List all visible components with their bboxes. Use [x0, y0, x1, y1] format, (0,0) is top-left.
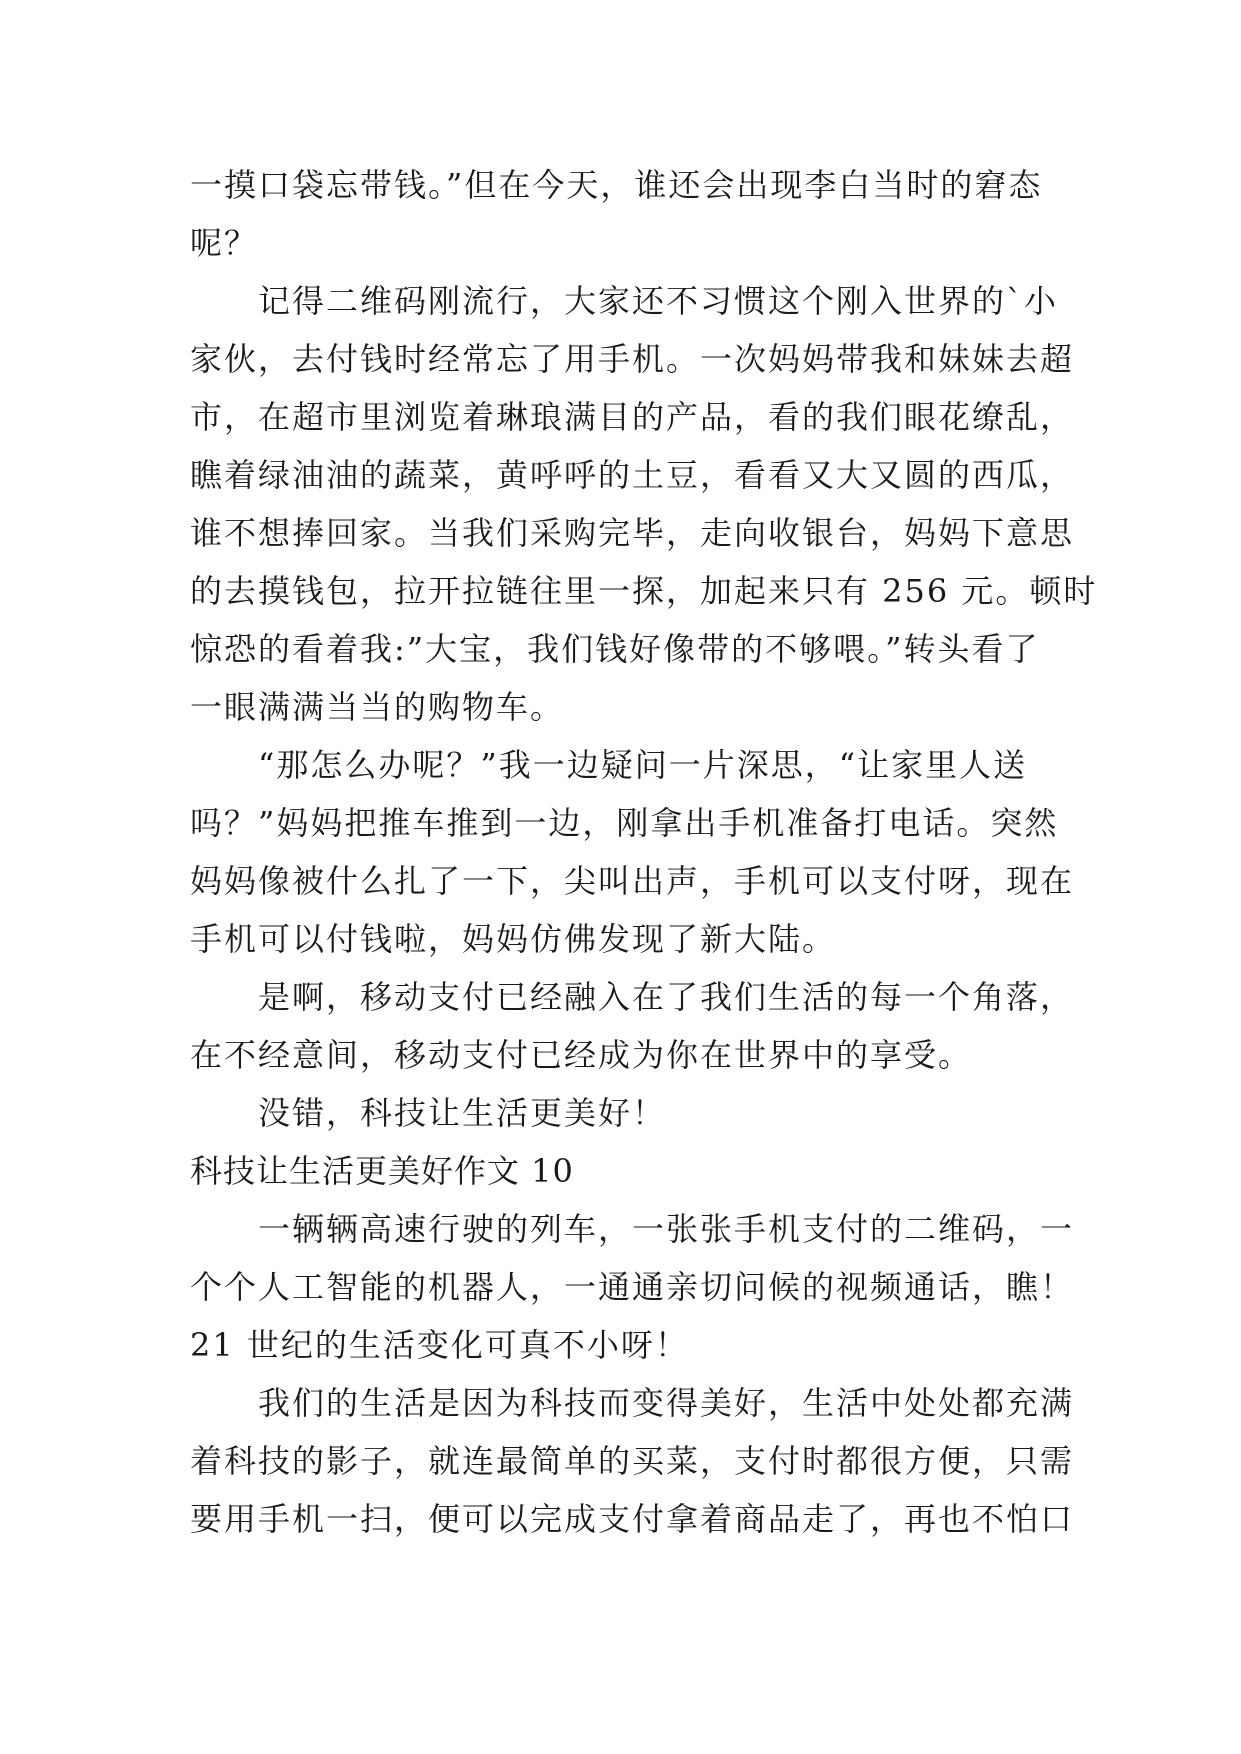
- text-line: 要用手机一扫，便可以完成支付拿着商品走了，再也不怕口: [190, 1500, 1075, 1538]
- text-line: 吗？”妈妈把推车推到一边，刚拿出手机准备打电话。突然: [190, 804, 1059, 842]
- text-line: 一辆辆高速行驶的列车，一张张手机支付的二维码，一: [190, 1210, 1075, 1248]
- text-line: 市，在超市里浏览着琳琅满目的产品，看的我们眼花缭乱，: [190, 398, 1075, 436]
- text-line: 惊恐的看着我:”大宝，我们钱好像带的不够喂。”转头看了: [190, 630, 1040, 668]
- essay-heading: 科技让生活更美好作文 10: [190, 1152, 574, 1190]
- text-line: 我们的生活是因为科技而变得美好，生活中处处都充满: [190, 1384, 1075, 1422]
- text-line: 着科技的影子，就连最简单的买菜，支付时都很方便，只需: [190, 1442, 1075, 1480]
- document-page: [190, 156, 1098, 1548]
- text-line: 在不经意间，移动支付已经成为你在世界中的享受。: [190, 1036, 973, 1074]
- text-line: 的去摸钱包，拉开拉链往里一探，加起来只有 256 元。顿时: [190, 572, 1098, 610]
- text-line: 21 世纪的生活变化可真不小呀！: [190, 1326, 689, 1364]
- text-line: 手机可以付钱啦，妈妈仿佛发现了新大陆。: [190, 920, 837, 958]
- text-line: 记得二维码刚流行，大家还不习惯这个刚入世界的`小: [190, 282, 1059, 320]
- text-line: 一摸口袋忘带钱。”但在今天，谁还会出现李白当时的窘态: [190, 166, 1043, 204]
- text-line: 没错，科技让生活更美好！: [190, 1094, 667, 1132]
- text-line: 谁不想捧回家。当我们采购完毕，走向收银台，妈妈下意思: [190, 514, 1075, 552]
- text-line: “那怎么办呢？”我一边疑问一片深思，“让家里人送: [190, 746, 1028, 784]
- text-line: 瞧着绿油油的蔬菜，黄呼呼的土豆，看看又大又圆的西瓜，: [190, 456, 1075, 494]
- text-line: 呢？: [190, 224, 259, 262]
- text-line: 是啊，移动支付已经融入在了我们生活的每一个角落，: [190, 978, 1075, 1016]
- text-line: 家伙，去付钱时经常忘了用手机。一次妈妈带我和妹妹去超: [190, 340, 1075, 378]
- text-line: 妈妈像被什么扎了一下，尖叫出声，手机可以支付呀，现在: [190, 862, 1075, 900]
- text-line: 个个人工智能的机器人，一通通亲切问候的视频通话，瞧！: [190, 1268, 1075, 1306]
- text-line: 一眼满满当当的购物车。: [190, 688, 565, 726]
